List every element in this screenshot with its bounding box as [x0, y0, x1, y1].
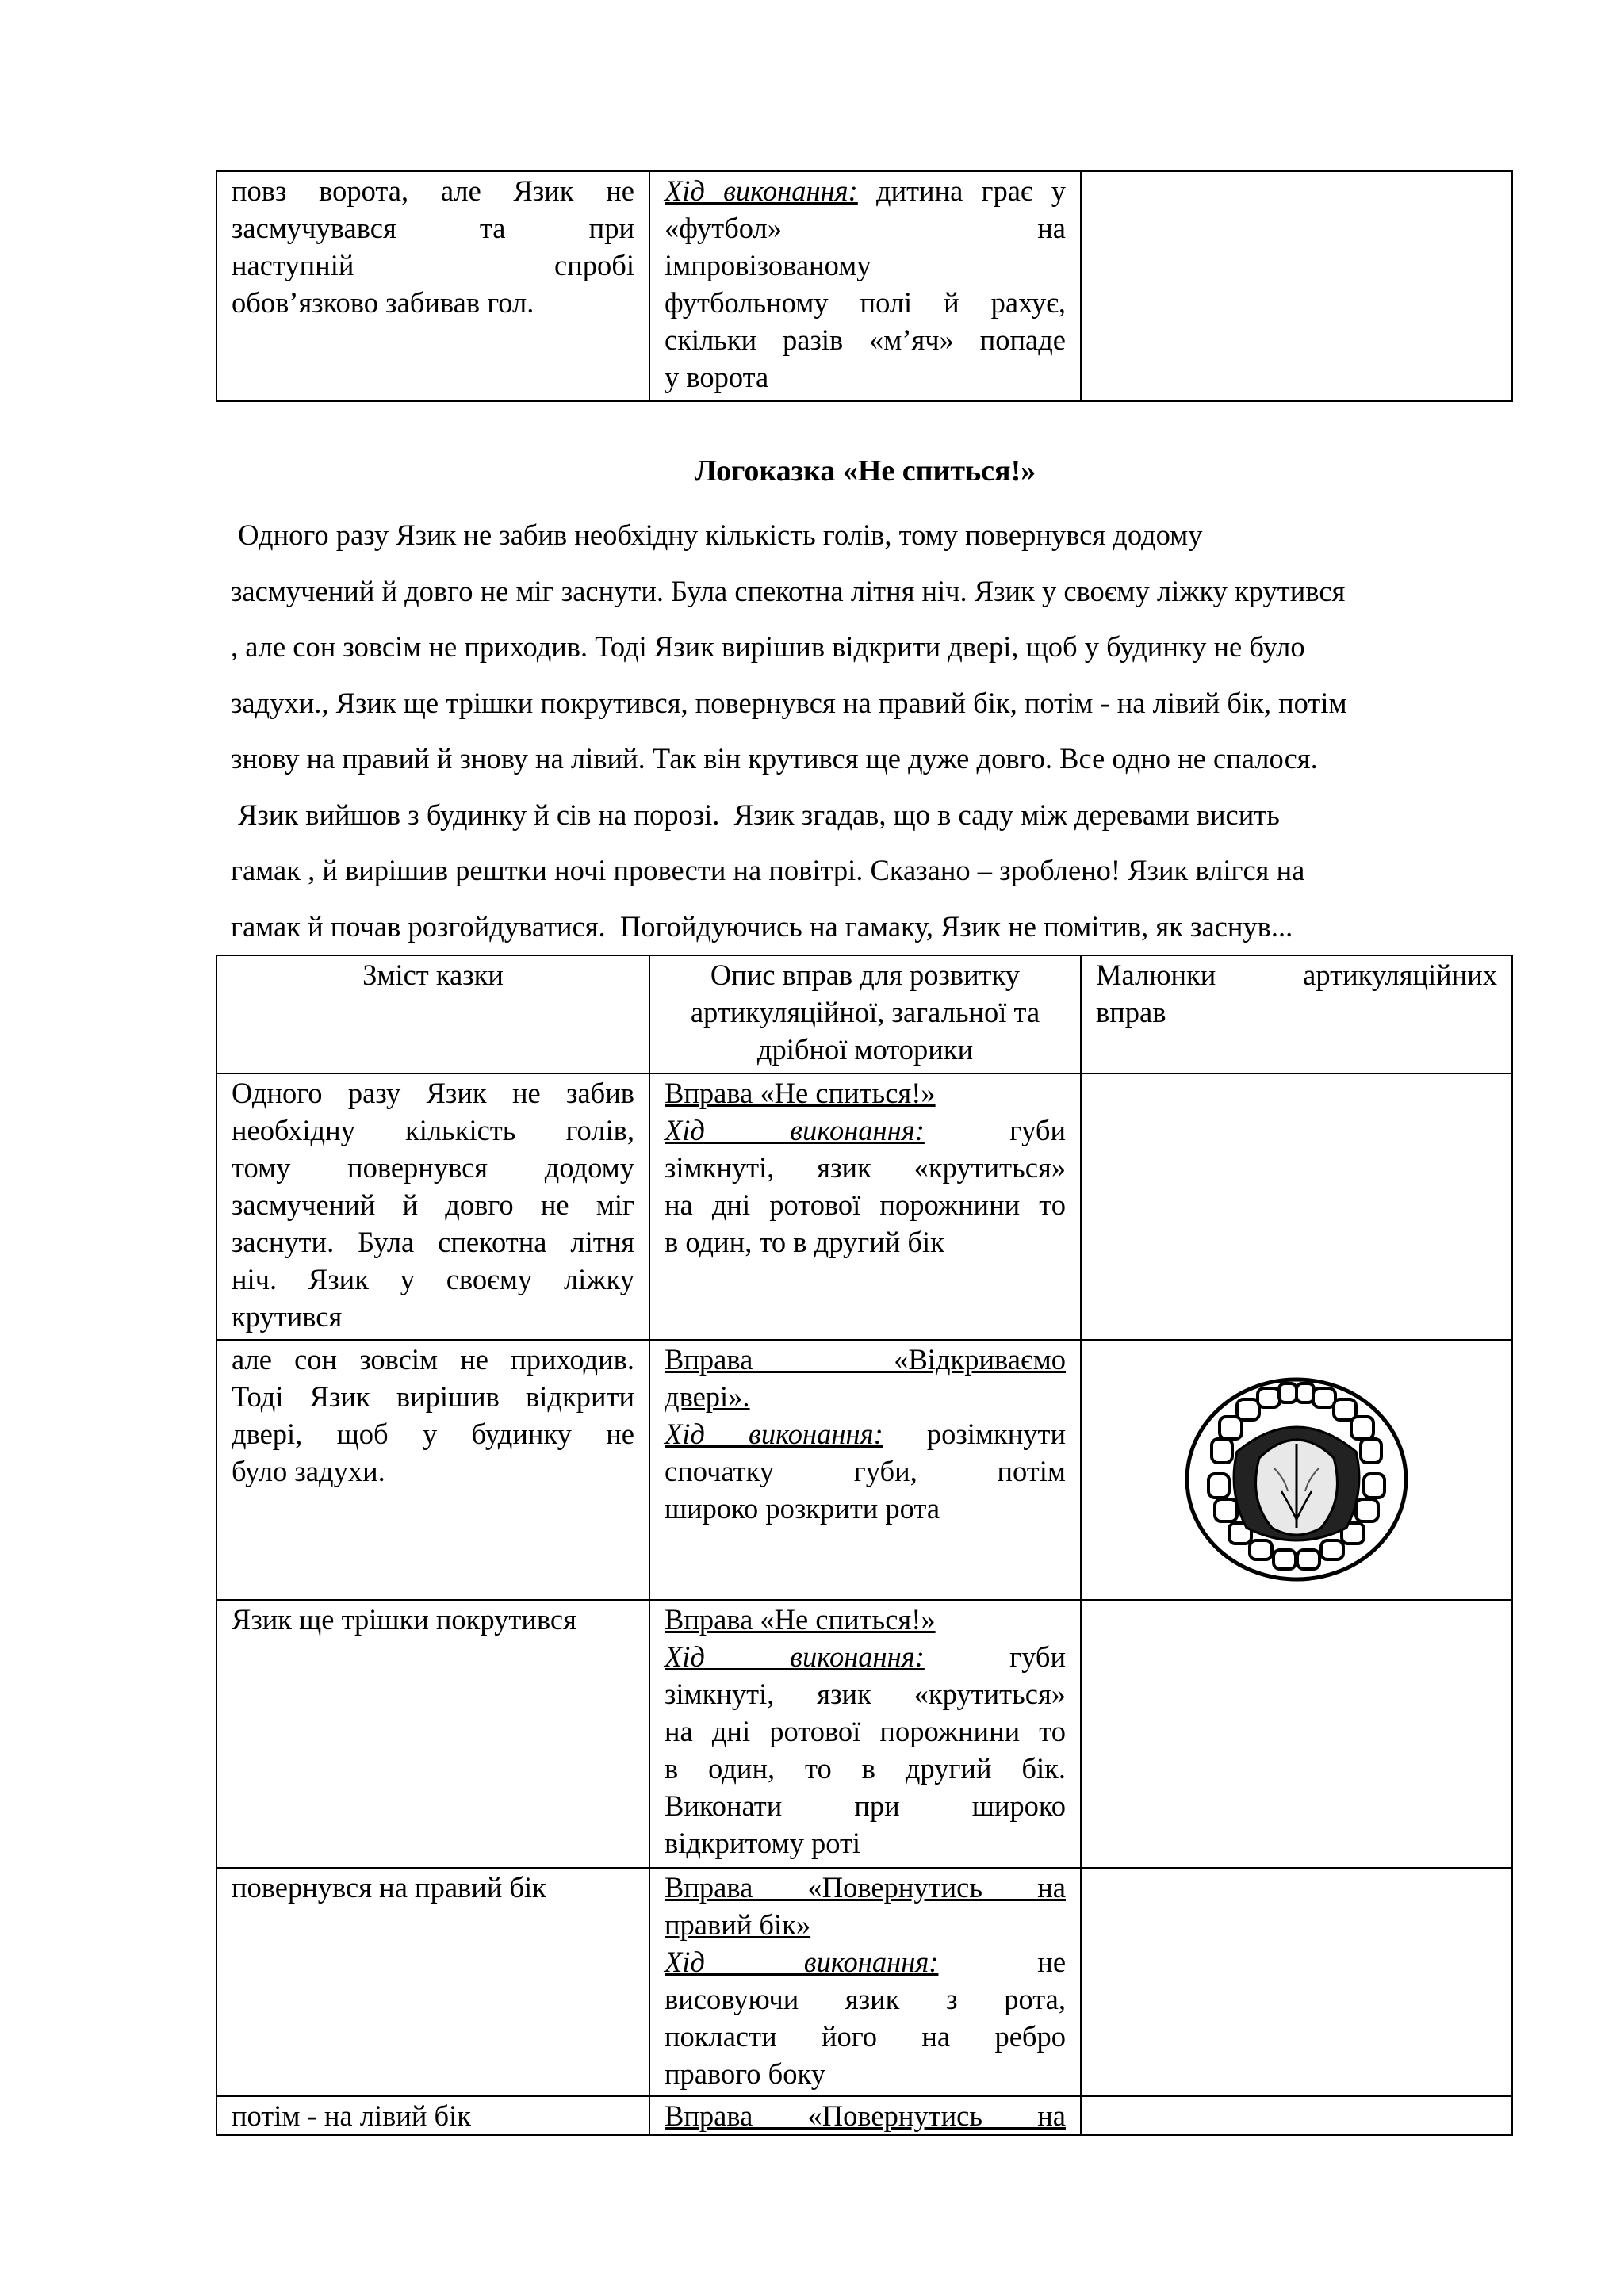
story-cell: [216, 1073, 649, 1340]
story-line: двері, щоб у будинку не: [232, 1418, 634, 1450]
picture-cell: [1081, 1340, 1512, 1600]
story-cell: [216, 171, 649, 401]
method-label: Хід виконання:: [665, 1418, 883, 1450]
story-line: Тоді Язик вирішив відкрити: [232, 1380, 634, 1413]
header-story: [216, 955, 649, 1073]
top-table: [216, 170, 1513, 402]
header-label: вправ: [1096, 996, 1166, 1028]
story-line: заснути. Була спекотна літня: [232, 1226, 634, 1258]
exercise-cell: [649, 1340, 1081, 1600]
method-line: покласти його на ребро: [665, 2020, 1066, 2053]
method-line: відкритому роті: [665, 1827, 861, 1859]
story-cell: [216, 1600, 649, 1868]
method-line: в один, то в другий бік.: [665, 1752, 1066, 1785]
header-label: Зміст казки: [362, 959, 504, 991]
exercise-title: двері».: [665, 1380, 750, 1413]
header-label: дрібної моторики: [756, 1033, 974, 1066]
method-line: в один, то в другий бік: [665, 1226, 944, 1258]
story-line: Одного разу Язик не забив: [232, 1077, 634, 1109]
story-cell: [216, 2096, 649, 2135]
method-label: Хід виконання:: [665, 1946, 939, 1978]
method-line: скільки разів «м’яч» попаде: [665, 323, 1066, 356]
method-line: футбольному полі й рахує,: [665, 286, 1066, 319]
header-label: артикуляційної, загальної та: [690, 996, 1040, 1028]
tale-line: знову на правий й знову на лівий. Так він крутився ще дуже довго. Все одно не спалося.: [231, 742, 1318, 775]
picture-cell: [1081, 2096, 1512, 2135]
picture-cell: [1081, 1073, 1512, 1340]
method-label: Хід виконання:: [665, 1640, 925, 1673]
method-label: Хід виконання:: [665, 1114, 925, 1146]
method-line: Виконати при широко: [665, 1789, 1066, 1822]
method-line: широко розкрити рота: [665, 1492, 940, 1525]
header-row: [216, 955, 1512, 1073]
method-line: [665, 172, 1066, 209]
picture-cell: [1081, 1868, 1512, 2096]
story-line: засмучений й довго не міг: [232, 1188, 634, 1221]
picture-cell: [1081, 171, 1512, 401]
exercise-title: Вправа «Відкриваємо: [665, 1343, 1066, 1376]
method-line: у ворота: [665, 361, 769, 393]
tale-line: засмучений й довго не міг заснути. Була спекотна літня ніч. Язик у своєму ліжку крутився: [231, 574, 1346, 607]
picture-cell: [1081, 1600, 1512, 1868]
method-text: губи: [1009, 1114, 1066, 1146]
header-label: Опис вправ для розвитку: [710, 959, 1021, 991]
story-line: необхідну кількість голів,: [232, 1114, 634, 1146]
exercise-cell: [649, 1600, 1081, 1868]
tale-line: гамак , й вирішив рештки ночі провести на повітрі. Сказано – зроблено! Язик влігся на: [231, 854, 1305, 886]
method-line: [665, 1112, 1066, 1149]
exercise-title: правий бік»: [665, 1908, 811, 1941]
method-text: не: [1037, 1946, 1067, 1978]
method-text: розімкнути: [926, 1418, 1067, 1450]
exercise-cell: [649, 171, 1081, 401]
exercise-title: Вправа «Не спиться!»: [665, 1603, 936, 1636]
exercise-cell: [649, 2096, 1081, 2135]
exercise-title: Вправа «Повернутись на: [665, 2099, 1066, 2132]
method-line: висовуючи язик з рота,: [665, 1983, 1066, 2015]
story-line: повз ворота, але Язик не: [232, 174, 634, 207]
exercises-table: [216, 955, 1513, 2136]
table-row: [216, 2096, 1512, 2135]
method-line: [665, 1943, 1066, 1980]
header-exercises: [649, 955, 1081, 1073]
method-line: зімкнуті, язик «крутиться»: [665, 1151, 1066, 1184]
tale-line: задухи., Язик ще трішки покрутився, повернувся на правий бік, потім - на лівий бік, потім: [231, 686, 1347, 719]
open-mouth-illustration: [1182, 1372, 1411, 1586]
table-row: [216, 1600, 1512, 1868]
tale-title: Логоказка «Не спиться!»: [694, 454, 1036, 488]
story-line: ніч. Язик у своєму ліжку: [232, 1263, 634, 1295]
method-line: спочатку губи, потім: [665, 1455, 1066, 1487]
story-line: крутився: [232, 1300, 343, 1333]
story-line: потім - на лівий бік: [232, 2099, 471, 2132]
story-cell: [216, 1340, 649, 1600]
table-row: [216, 171, 1512, 401]
tale-line: Одного разу Язик не забив необхідну кількість голів, тому повернувся додому: [231, 519, 1203, 551]
exercise-title: Вправа «Не спиться!»: [665, 1077, 936, 1109]
story-cell: [216, 1868, 649, 2096]
tale-line: Язик вийшов з будинку й сів на порозі. Язик згадав, що в саду між деревами висить: [231, 798, 1280, 831]
method-line: [665, 1415, 1066, 1452]
method-text: дитина грає у: [876, 174, 1067, 207]
exercise-cell: [649, 1868, 1081, 2096]
story-line: засмучувався та при: [232, 212, 634, 244]
story-line: наступній спробі: [232, 249, 634, 281]
method-line: [665, 1638, 1066, 1675]
story-line: тому повернувся додому: [232, 1151, 634, 1184]
method-line: «футбол» на: [665, 212, 1066, 244]
method-text: губи: [1009, 1640, 1066, 1673]
story-line: Язик ще трішки покрутився: [232, 1603, 576, 1636]
story-line: було задухи.: [232, 1455, 385, 1487]
table-row: [216, 1340, 1512, 1600]
table-row: [216, 1868, 1512, 2096]
exercise-cell: [649, 1073, 1081, 1340]
table-row: [216, 1073, 1512, 1340]
method-line: на дні ротової порожнини то: [665, 1188, 1066, 1221]
tale-line: гамак й почав розгойдуватися. Погойдуючись на гамаку, Язик не помітив, як заснув...: [231, 909, 1293, 943]
story-line: повернувся на правий бік: [232, 1871, 546, 1904]
tale-text: [231, 507, 1500, 955]
exercise-title: Вправа «Повернутись на: [665, 1871, 1066, 1904]
method-line: правого боку: [665, 2057, 825, 2090]
method-line: зімкнуті, язик «крутиться»: [665, 1678, 1066, 1710]
story-line: обов’язково забивав гол.: [232, 286, 534, 319]
method-label: Хід виконання:: [665, 174, 858, 207]
method-line: імпровізованому: [665, 249, 871, 281]
story-line: але сон зовсім не приходив.: [232, 1343, 634, 1376]
tale-line: , але сон зовсім не приходив. Тоді Язик вирішив відкрити двері, щоб у будинку не було: [231, 630, 1305, 663]
header-label: Малюнки артикуляційних: [1096, 959, 1497, 991]
method-line: на дні ротової порожнини то: [665, 1715, 1066, 1747]
header-pictures: [1081, 955, 1512, 1073]
